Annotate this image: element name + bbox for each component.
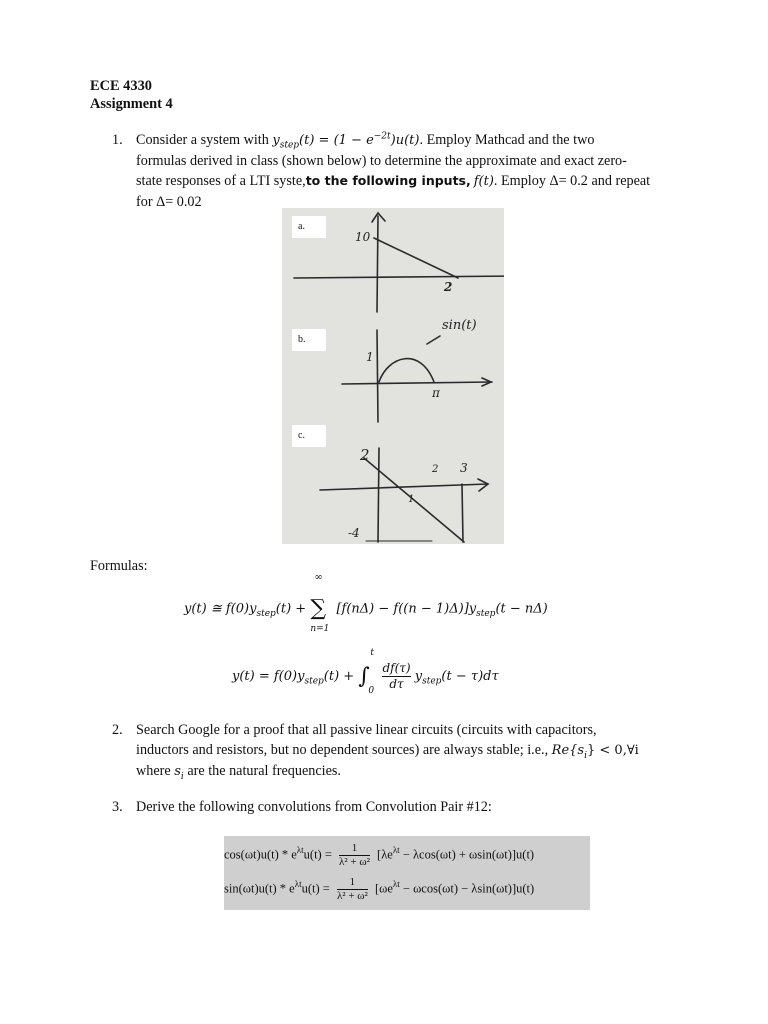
convolution-cos: $\cos(\omega t)u(t) * e^{\lambda t}u(t)$ = $\frac{1}{\text{λ² + ω²}}$ $[\lambda e^{\lambda t} - \lambda\cos(\omega t) + \omega\sin(\omega t)]u(t)$	[224, 842, 535, 868]
q1-line1: Consider a system with $y_{step}(t) = (1 - e^{-2t})u(t)$. Employ Mathcad and the two	[136, 131, 595, 151]
graph-b-note: sin(t)	[442, 318, 477, 333]
graph-a-y-axis	[377, 216, 378, 312]
formula-exact: $y(t) = f(0)y_{step}(t)$ + ∫ t 0 $\frac{df(\tau)}{d\tau}$ $y_{step}(t - \tau)d\tau$	[232, 647, 499, 696]
q1-text	[136, 130, 650, 212]
handwritten-graphs-photo	[282, 208, 504, 544]
graph-c-tick-2: 2	[432, 464, 439, 475]
graph-label-b: b.	[292, 329, 326, 351]
q3-number: 3.	[112, 799, 123, 815]
graph-b-sine	[379, 359, 434, 382]
formulas-label: Formulas:	[90, 558, 148, 574]
graph-b-x-axis	[342, 382, 492, 384]
formula-approximate: y(t) ≅ $f(0)y_{step}(t)$ + ∞ ∑ n=1 $[f(n\Delta) - f((n - 1)\Delta)]y_{step}(t - n\Delta)$	[184, 572, 548, 634]
graphs-drawing	[282, 208, 504, 544]
convolution-pairs-image	[224, 836, 590, 910]
graph-a-line	[374, 238, 458, 278]
graph-label-c: c.	[292, 425, 326, 447]
graph-c-value: 2	[360, 446, 370, 464]
graph-c-neg: -4	[348, 526, 360, 540]
graph-c-tick-3: 3	[460, 461, 468, 475]
graph-c-tick-1: 1	[408, 494, 415, 505]
assignment-title: Assignment 4	[90, 96, 173, 112]
graph-b-value: 1	[366, 350, 374, 364]
graph-c-drop	[462, 484, 463, 542]
graph-a-value: 10	[355, 230, 371, 244]
q1-line2: formulas derived in class (shown below) to determine the approximate and exact zero-	[136, 153, 627, 169]
graph-b-tick: π	[432, 386, 440, 400]
graph-a-x-axis	[294, 276, 504, 278]
graph-label-a: a.	[292, 216, 326, 238]
graph-b-y-axis	[377, 330, 378, 422]
q2-number: 2.	[112, 722, 123, 738]
q2-text: Search Google for a proof that all passive linear circuits (circuits with capacitors, inductors and resistors, but no dependent sources) are always stable; i.e., $Re\{s_i\}$ < 0,∀i where $s_i$ are the natural frequencies.	[136, 722, 639, 782]
q1-number: 1.	[112, 132, 123, 148]
q3-text: Derive the following convolutions from Convolution Pair #12:	[136, 799, 492, 815]
ystep-symbol: $y_{step}(t) = (1 - e^{-2t})u(t)$	[272, 131, 420, 151]
graph-a-tick: 2	[444, 280, 453, 294]
graph-c-y-axis	[378, 448, 379, 542]
convolution-sin: $\sin(\omega t)u(t) * e^{\lambda t}u(t)$ = $\frac{1}{\text{λ² + ω²}}$ $[\omega e^{\lambda t} - \omega\cos(\omega t) - \lambda\sin(\omega t)]u(t)$	[224, 876, 535, 902]
q1-line4: for Δ= 0.02	[136, 194, 202, 210]
course-title: ECE 4330	[90, 78, 152, 94]
q1-line3: state responses of a LTI syste,to the following inputs, f(t). Employ Δ= 0.2 and repeat	[136, 173, 651, 189]
